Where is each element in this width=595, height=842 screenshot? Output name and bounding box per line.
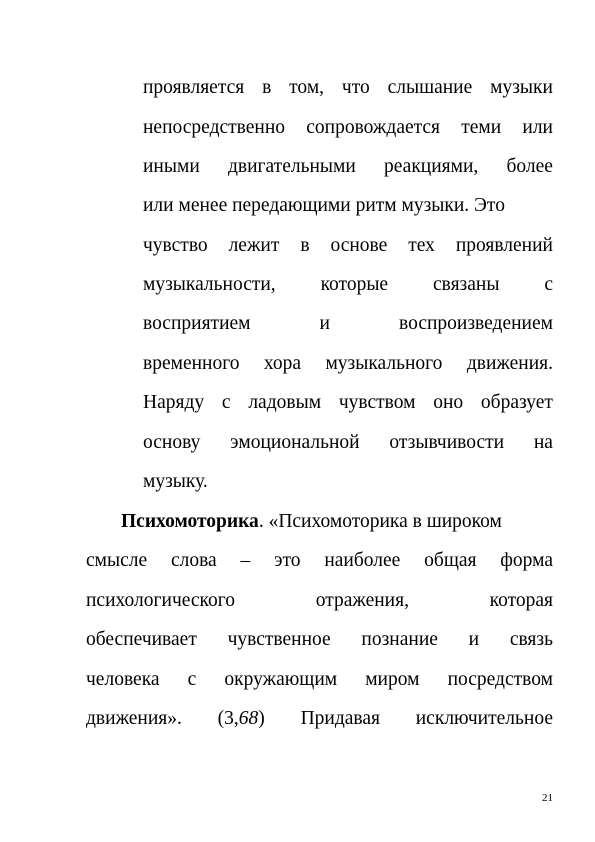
text-line: иными двигательными реакциями, более <box>143 156 553 177</box>
text-line: обеспечивает чувственное познание и связь <box>86 629 553 650</box>
text-line: психологического отражения, которая <box>86 590 553 611</box>
text-line: человека с окружающим миром посредством <box>86 669 553 690</box>
page-number: 21 <box>542 792 553 804</box>
term-heading: Психомоторика <box>121 511 259 532</box>
text-line: основу эмоциональной отзывчивости на <box>143 432 553 453</box>
text-line: восприятием и воспроизведением <box>143 313 553 334</box>
text-line: музыку. <box>143 471 208 492</box>
citation-page: 68 <box>238 708 259 729</box>
text-line: музыкальности, которые связаны с <box>143 274 553 295</box>
text-line: Психомоторика. «Психомоторика в широком <box>121 511 502 532</box>
text-line: проявляется в том, что слышание музыки <box>143 77 553 98</box>
text-line: чувство лежит в основе тех проявлений <box>143 235 553 256</box>
text-line: непосредственно сопровождается теми или <box>143 117 553 138</box>
text-line: Наряду с ладовым чувством оно образует <box>143 392 553 413</box>
text-line: движения». (3,68) Придавая исключительное <box>86 708 553 729</box>
text-line: смысле слова – это наиболее общая форма <box>86 550 553 571</box>
text-line: или менее передающими ритм музыки. Это <box>143 195 505 216</box>
text-line: временного хора музыкального движения. <box>143 353 553 374</box>
